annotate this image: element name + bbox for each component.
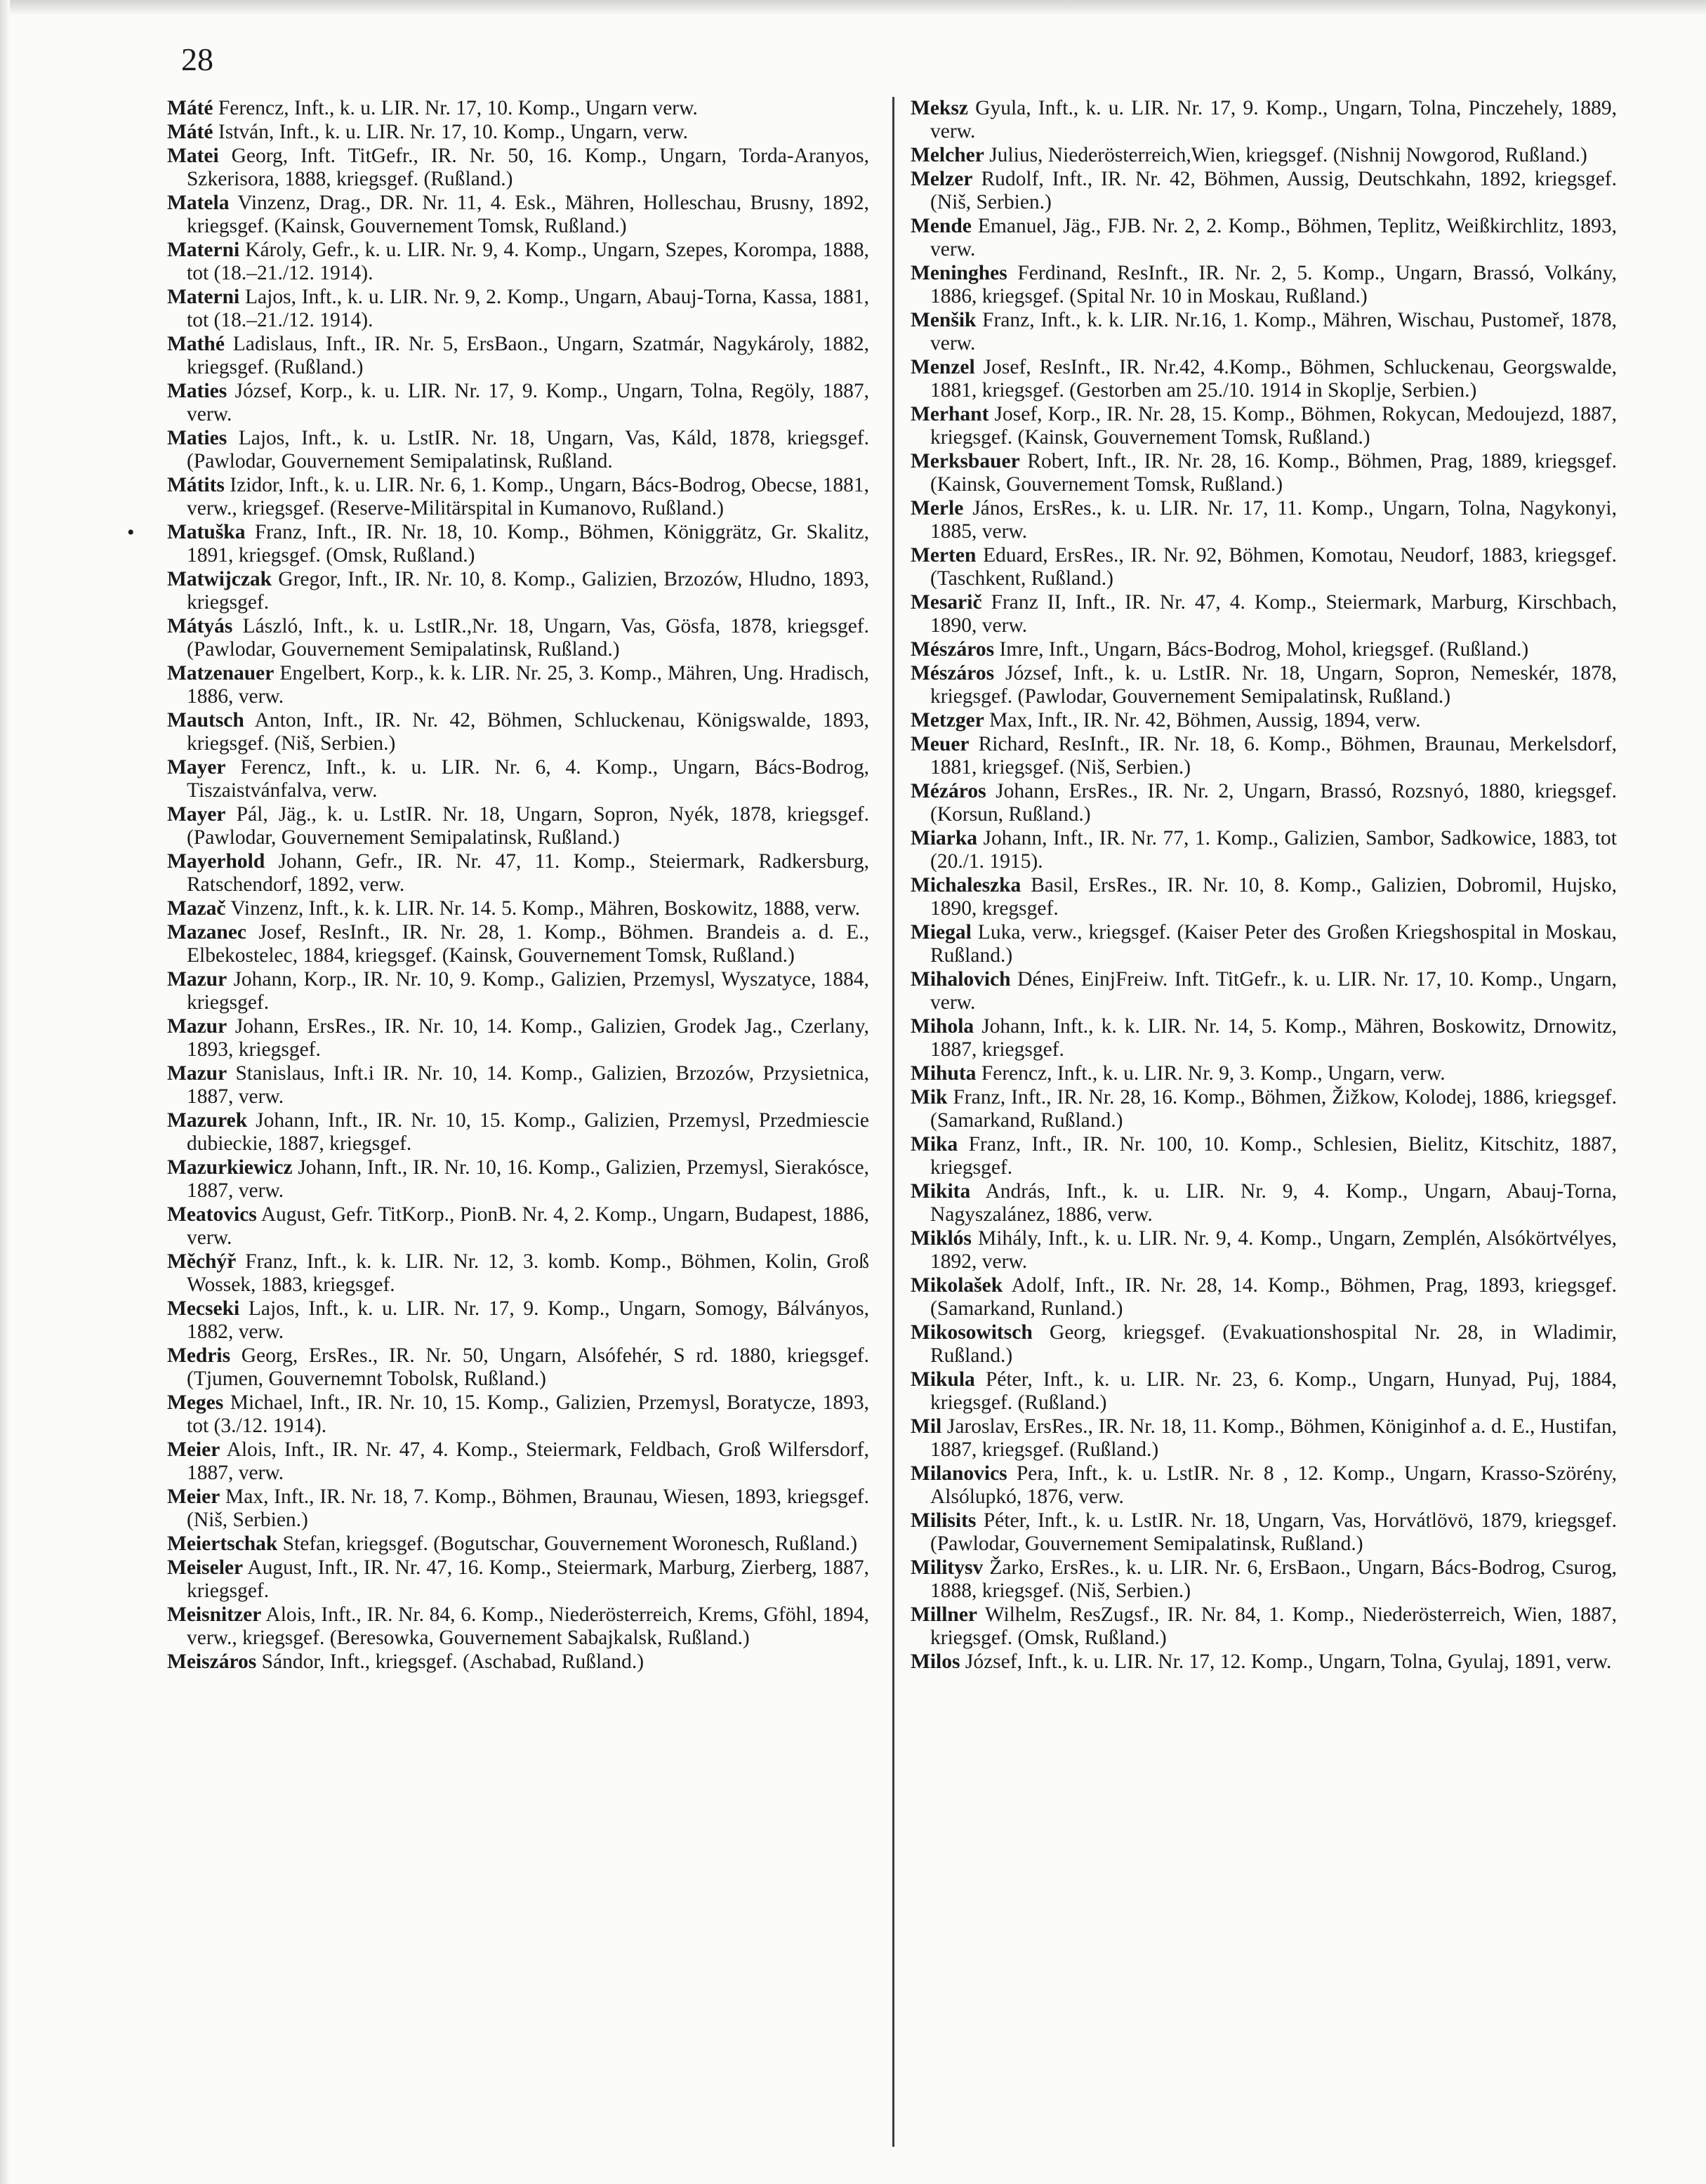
entry-details: Jaroslav, ErsRes., IR. Nr. 18, 11. Komp., Böhmen, Königinhof a. d. E., Hustifan, 1887, kriegsgef. (Rußland.): [930, 1415, 1617, 1461]
entry-surname: Meier: [167, 1485, 220, 1508]
entry-details: Péter, Inft., k. u. LIR. Nr. 23, 6. Komp., Ungarn, Hunyad, Puj, 1884, kriegsgef. (Rußland.): [930, 1368, 1617, 1414]
entry-details: Josef, ResInft., IR. Nr.42, 4.Komp., Böhmen, Schluckenau, Georgswalde, 1881, kriegsgef. (Gestorben am 25./10. 1914 in Skoplje, Serbien.): [930, 356, 1617, 402]
list-entry: [911, 780, 1617, 826]
list-entry: [911, 403, 1617, 449]
page-number: 28: [181, 41, 213, 77]
right-column: [911, 97, 1617, 1674]
list-entry: [167, 897, 869, 920]
entry-surname: Měchýř: [167, 1250, 237, 1273]
entry-surname: Menšik: [911, 309, 977, 331]
entry-surname: Mayerhold: [167, 850, 265, 873]
entry-details: Károly, Gefr., k. u. LIR. Nr. 9, 4. Komp., Ungarn, Szepes, Korompa, 1888, tot (18.–21./12. 1914).: [187, 239, 869, 284]
entry-surname: Milisits: [911, 1509, 977, 1532]
entry-surname: Mátyás: [167, 615, 233, 637]
entry-details: Johann, ErsRes., IR. Nr. 10, 14. Komp., Galizien, Grodek Jag., Czerlany, 1893, kriegsgef.: [187, 1015, 869, 1061]
list-entry: [911, 168, 1617, 214]
list-entry: [167, 121, 869, 144]
list-entry: [167, 756, 869, 802]
list-entry: [167, 427, 869, 473]
entry-details: Johann, ErsRes., IR. Nr. 2, Ungarn, Brassó, Rozsnyó, 1880, kriegsgef. (Korsun, Rußland.): [930, 780, 1617, 826]
list-entry: [167, 921, 869, 967]
entry-surname: Mende: [911, 215, 972, 237]
entry-surname: Meisnitzer: [167, 1603, 262, 1626]
entry-surname: Mészáros: [911, 638, 995, 661]
entry-surname: Meiszáros: [167, 1650, 257, 1673]
entry-details: József, Inft., k. u. LstIR. Nr. 18, Ungarn, Sopron, Nemeskér, 1878, kriegsgef. (Pawlodar, Gouvernement Semipalatinsk, Rußland.): [930, 662, 1617, 708]
entry-surname: Millner: [911, 1603, 978, 1626]
entry-details: Žarko, ErsRes., k. u. LIR. Nr. 6, ErsBaon., Ungarn, Bács-Bodrog, Csurog, 1888, kriegsgef. (Niš, Serbien.): [930, 1556, 1617, 1602]
entry-surname: Matwijczak: [167, 568, 272, 590]
entry-details: Ladislaus, Inft., IR. Nr. 5, ErsBaon., Ungarn, Szatmár, Nagykároly, 1882, kriegsgef. (Rußland.): [187, 333, 869, 378]
list-entry: [911, 1133, 1617, 1179]
entry-details: Wilhelm, ResZugsf., IR. Nr. 84, 1. Komp., Niederösterreich, Wien, 1887, kriegsgef. (Omsk, Rußland.): [930, 1603, 1617, 1649]
entry-surname: Merhant: [911, 403, 989, 425]
entry-surname: Meier: [167, 1438, 220, 1461]
entry-details: Stanislaus, Inft.i IR. Nr. 10, 14. Komp., Galizien, Brzozów, Przysietnica, 1887, verw.: [187, 1062, 869, 1108]
list-entry: [911, 1274, 1617, 1321]
list-entry: [911, 733, 1617, 779]
entry-details: József, Inft., k. u. LIR. Nr. 17, 12. Komp., Ungarn, Tolna, Gyulaj, 1891, verw.: [960, 1650, 1612, 1673]
left-column: [127, 97, 869, 1674]
entry-details: Robert, Inft., IR. Nr. 28, 16. Komp., Böhmen, Prag, 1889, kriegsgef. (Kainsk, Gouvernement Tomsk, Rußland.): [930, 450, 1617, 496]
list-entry: [167, 97, 869, 120]
entry-surname: Mészáros: [911, 662, 995, 684]
entry-details: Izidor, Inft., k. u. LIR. Nr. 6, 1. Komp., Ungarn, Bács-Bodrog, Obecse, 1881, verw., kriegsgef. (Reserve-Militärspital in Kumanovo, Rußland.): [187, 474, 869, 519]
entry-surname: Milos: [911, 1650, 960, 1673]
list-entry: [911, 1415, 1617, 1462]
list-entry: [911, 144, 1617, 167]
list-entry: [911, 827, 1617, 873]
entry-surname: Materni: [167, 286, 240, 308]
list-entry: [167, 1203, 869, 1250]
scan-edge-left: [0, 0, 10, 2184]
entry-details: Johann, Gefr., IR. Nr. 47, 11. Komp., Steiermark, Radkersburg, Ratschendorf, 1892, verw.: [187, 850, 869, 896]
entry-details: Franz II, Inft., IR. Nr. 47, 4. Komp., Steiermark, Marburg, Kirschbach, 1890, verw.: [930, 591, 1617, 637]
entry-details: Josef, Korp., IR. Nr. 28, 15. Komp., Böhmen, Rokycan, Medoujezd, 1887, kriegsgef. (Kainsk, Gouvernement Tomsk, Rußland.): [930, 403, 1617, 449]
entry-details: Stefan, kriegsgef. (Bogutschar, Gouvernement Woronesch, Rußland.): [277, 1533, 858, 1555]
list-entry: [167, 1556, 869, 1603]
entry-surname: Merten: [911, 544, 977, 567]
entry-surname: Meuer: [911, 733, 970, 755]
list-entry: [911, 874, 1617, 920]
entry-details: Alois, Inft., IR. Nr. 47, 4. Komp., Steiermark, Feldbach, Groß Wilfersdorf, 1887, verw.: [187, 1438, 869, 1484]
list-entry: [911, 591, 1617, 637]
entry-surname: Máté: [167, 97, 213, 119]
entry-details: László, Inft., k. u. LstIR.,Nr. 18, Ungarn, Vas, Gösfa, 1878, kriegsgef. (Pawlodar, Gouvernement Semipalatinsk, Rußland.): [187, 615, 869, 661]
entry-surname: Melzer: [911, 168, 973, 190]
entry-surname: Menzel: [911, 356, 975, 378]
entry-surname: Miarka: [911, 827, 978, 849]
list-entry: [911, 1086, 1617, 1132]
entry-details: Pera, Inft., k. u. LstIR. Nr. 8 , 12. Komp., Ungarn, Krasso-Szörény, Alsólupkó, 1876, verw.: [930, 1462, 1617, 1508]
column-divider: [892, 97, 894, 2147]
list-entry: [911, 544, 1617, 590]
entry-surname: Merle: [911, 497, 964, 519]
list-entry: [167, 333, 869, 379]
entry-details: Ferencz, Inft., k. u. LIR. Nr. 17, 10. Komp., Ungarn verw.: [213, 97, 698, 119]
list-entry: [911, 1062, 1617, 1085]
list-entry: [911, 1015, 1617, 1061]
entry-details: Ferencz, Inft., k. u. LIR. Nr. 6, 4. Komp., Ungarn, Bács-Bodrog, Tiszaistvánfalva, verw.: [187, 756, 869, 802]
entry-details: József, Korp., k. u. LIR. Nr. 17, 9. Komp., Ungarn, Tolna, Regöly, 1887, verw.: [187, 380, 869, 425]
entry-details: Franz, Inft., IR. Nr. 18, 10. Komp., Böhmen, Königgrätz, Gr. Skalitz, 1891, kriegsgef. (Omsk, Rußland.): [187, 521, 869, 567]
entry-surname: Meiertschak: [167, 1533, 278, 1555]
list-entry: [911, 1556, 1617, 1603]
entry-details: Franz, Inft., k. k. LIR. Nr. 12, 3. komb. Komp., Böhmen, Kolin, Groß Wossek, 1883, kriegsgef.: [187, 1250, 869, 1296]
entry-details: Johann, Korp., IR. Nr. 10, 9. Komp., Galizien, Przemysl, Wyszatyce, 1884, kriegsgef.: [187, 968, 869, 1014]
entry-surname: Miklós: [911, 1227, 972, 1250]
entry-details: Basil, ErsRes., IR. Nr. 10, 8. Komp., Galizien, Dobromil, Hujsko, 1890, kregsgef.: [930, 874, 1617, 920]
entry-details: Lajos, Inft., k. u. LIR. Nr. 17, 9. Komp., Ungarn, Somogy, Bálványos, 1882, verw.: [187, 1297, 869, 1343]
entry-surname: Mazurek: [167, 1109, 248, 1132]
list-entry: [911, 356, 1617, 402]
list-entry: [167, 380, 869, 426]
entry-details: Johann, Inft., IR. Nr. 10, 16. Komp., Galizien, Przemysl, Sierakósce, 1887, verw.: [187, 1156, 869, 1202]
list-entry: [167, 1438, 869, 1485]
entry-surname: Mik: [911, 1086, 948, 1108]
entry-details: Johann, Inft., IR. Nr. 77, 1. Komp., Galizien, Sambor, Sadkowice, 1883, tot (20./1. 1915).: [930, 827, 1617, 873]
entry-details: Dénes, EinjFreiw. Inft. TitGefr., k. u. LIR. Nr. 17, 10. Komp., Ungarn, verw.: [930, 968, 1617, 1014]
entry-details: Georg, kriegsgef. (Evakuationshospital Nr. 28, in Wladimir, Rußland.): [930, 1321, 1617, 1367]
entry-surname: Matei: [167, 145, 219, 167]
entry-details: Richard, ResInft., IR. Nr. 18, 6. Komp., Böhmen, Braunau, Merkelsdorf, 1881, kriegsgef. (Niš, Serbien.): [930, 733, 1617, 779]
entry-surname: Mazač: [167, 897, 226, 920]
entry-details: Julius, Niederösterreich,Wien, kriegsgef. (Nishnij Nowgorod, Rußland.): [984, 144, 1587, 166]
entry-surname: Mazur: [167, 1015, 227, 1038]
list-entry: [911, 1462, 1617, 1509]
entry-details: Ferdinand, ResInft., IR. Nr. 2, 5. Komp., Ungarn, Brassó, Volkány, 1886, kriegsgef. (Spital Nr. 10 in Moskau, Rußland.): [930, 262, 1617, 307]
entry-surname: Mil: [911, 1415, 942, 1438]
list-entry: [167, 192, 869, 238]
list-entry: [167, 1109, 869, 1156]
list-entry: [167, 850, 869, 896]
list-entry: [911, 921, 1617, 967]
entry-details: Ferencz, Inft., k. u. LIR. Nr. 9, 3. Komp., Ungarn, verw.: [976, 1062, 1446, 1085]
entry-details: Rudolf, Inft., IR. Nr. 42, Böhmen, Aussig, Deutschkahn, 1892, kriegsgef. (Niš, Serbien.): [930, 168, 1617, 213]
entry-surname: Mikolašek: [911, 1274, 1003, 1297]
entry-surname: Meksz: [911, 97, 968, 119]
list-entry: [167, 1603, 869, 1650]
list-entry: [167, 709, 869, 755]
entry-surname: Maties: [167, 380, 227, 402]
list-entry: [167, 145, 869, 191]
entry-details: Georg, Inft. TitGefr., IR. Nr. 50, 16. Komp., Ungarn, Torda-Aranyos, Szkerisora, 1888, kriegsgef. (Rußland.): [187, 145, 869, 190]
list-entry: [167, 1391, 869, 1438]
entry-bullet-mark: •: [127, 521, 135, 544]
list-entry: [911, 1603, 1617, 1650]
entry-surname: Meatovics: [167, 1203, 257, 1226]
list-entry: [167, 1156, 869, 1203]
entry-details: Luka, verw., kriegsgef. (Kaiser Peter des Großen Kriegshospital in Moskau, Rußland.): [930, 921, 1617, 967]
list-entry: [911, 1509, 1617, 1556]
entry-surname: Mazur: [167, 1062, 227, 1085]
entry-details: János, ErsRes., k. u. LIR. Nr. 17, 11. Komp., Ungarn, Tolna, Nagykonyi, 1885, verw.: [930, 497, 1617, 543]
entry-surname: Matzenauer: [167, 662, 275, 684]
list-entry: [167, 568, 869, 614]
entry-details: Josef, ResInft., IR. Nr. 28, 1. Komp., Böhmen. Brandeis a. d. E., Elbekostelec, 1884, kriegsgef. (Kainsk, Gouvernement Tomsk, Rußland.): [187, 921, 869, 967]
entry-surname: Materni: [167, 239, 240, 261]
list-entry: [911, 662, 1617, 708]
entry-details: Vinzenz, Drag., DR. Nr. 11, 4. Esk., Mähren, Holleschau, Brusny, 1892, kriegsgef. (Kainsk, Gouvernement Tomsk, Rußland.): [187, 192, 869, 237]
entry-surname: Mazur: [167, 968, 227, 991]
entry-details: István, Inft., k. u. LIR. Nr. 17, 10. Komp., Ungarn, verw.: [213, 121, 688, 143]
entry-surname: Mikula: [911, 1368, 975, 1391]
list-entry: [167, 1533, 869, 1556]
list-entry: [911, 97, 1617, 143]
list-entry: [167, 803, 869, 849]
list-entry: [127, 521, 869, 567]
entry-surname: Mazanec: [167, 921, 247, 944]
entry-surname: Mazurkiewicz: [167, 1156, 293, 1179]
entry-surname: Merksbauer: [911, 450, 1020, 472]
entry-surname: Meninghes: [911, 262, 1007, 284]
entry-details: Johann, Inft., IR. Nr. 10, 15. Komp., Galizien, Przemysl, Przedmiescie dubieckie, 1887, kriegsgef.: [187, 1109, 869, 1155]
entry-details: Gyula, Inft., k. u. LIR. Nr. 17, 9. Komp., Ungarn, Tolna, Pinczehely, 1889, verw.: [930, 97, 1617, 143]
list-entry: [911, 1321, 1617, 1368]
entry-details: Vinzenz, Inft., k. k. LIR. Nr. 14. 5. Komp., Mähren, Boskowitz, 1888, verw.: [225, 897, 861, 920]
entry-details: András, Inft., k. u. LIR. Nr. 9, 4. Komp., Ungarn, Abauj-Torna, Nagyszalánez, 1886, verw.: [930, 1180, 1617, 1226]
list-entry: [911, 309, 1617, 355]
list-entry: [167, 968, 869, 1014]
entry-surname: Mathé: [167, 333, 225, 355]
entry-details: Emanuel, Jäg., FJB. Nr. 2, 2. Komp., Böhmen, Teplitz, Weißkirchlitz, 1893, verw.: [930, 215, 1617, 260]
entry-details: Lajos, Inft., k. u. LIR. Nr. 9, 2. Komp., Ungarn, Abauj-Torna, Kassa, 1881, tot (18.–21./12. 1914).: [187, 286, 869, 331]
entry-details: Sándor, Inft., kriegsgef. (Aschabad, Rußland.): [256, 1650, 644, 1673]
entry-details: Johann, Inft., k. k. LIR. Nr. 14, 5. Komp., Mähren, Boskowitz, Drnowitz, 1887, kriegsgef.: [930, 1015, 1617, 1061]
list-entry: [911, 1180, 1617, 1226]
entry-details: Max, Inft., IR. Nr. 42, Böhmen, Aussig, 1894, verw.: [984, 709, 1421, 732]
list-entry: [167, 474, 869, 520]
entry-surname: Mihalovich: [911, 968, 1011, 991]
list-entry: [167, 286, 869, 332]
entry-details: Engelbert, Korp., k. k. LIR. Nr. 25, 3. Komp., Mähren, Ung. Hradisch, 1886, verw.: [187, 662, 869, 708]
list-entry: [911, 497, 1617, 543]
entry-surname: Máté: [167, 121, 213, 143]
entry-surname: Mihuta: [911, 1062, 977, 1085]
list-entry: [911, 638, 1617, 661]
entry-surname: Mecseki: [167, 1297, 240, 1320]
list-entry: [911, 1368, 1617, 1415]
list-entry: [167, 239, 869, 285]
list-entry: [167, 1344, 869, 1391]
entry-details: Adolf, Inft., IR. Nr. 28, 14. Komp., Böhmen, Prag, 1893, kriegsgef. (Samarkand, Runland.): [930, 1274, 1617, 1320]
list-entry: [167, 615, 869, 661]
entry-surname: Metzger: [911, 709, 984, 732]
list-entry: [911, 215, 1617, 261]
entry-details: Gregor, Inft., IR. Nr. 10, 8. Komp., Galizien, Brzozów, Hludno, 1893, kriegsgef.: [187, 568, 869, 614]
entry-surname: Matela: [167, 192, 230, 214]
entry-details: Eduard, ErsRes., IR. Nr. 92, Böhmen, Komotau, Neudorf, 1883, kriegsgef. (Taschkent, Rußland.): [930, 544, 1617, 590]
entry-details: Franz, Inft., IR. Nr. 100, 10. Komp., Schlesien, Bielitz, Kitschitz, 1887, kriegsgef.: [930, 1133, 1617, 1179]
entry-surname: Mesarič: [911, 591, 982, 614]
entry-details: August, Gefr. TitKorp., PionB. Nr. 4, 2. Komp., Ungarn, Budapest, 1886, verw.: [187, 1203, 869, 1249]
entry-details: August, Inft., IR. Nr. 47, 16. Komp., Steiermark, Marburg, Zierberg, 1887, kriegsgef.: [187, 1556, 869, 1602]
list-entry: [167, 1015, 869, 1061]
entry-surname: Michaleszka: [911, 874, 1021, 896]
entry-surname: Mikosowitsch: [911, 1321, 1033, 1344]
list-entry: [911, 1650, 1617, 1674]
list-entry: [167, 662, 869, 708]
entry-surname: Mikita: [911, 1180, 971, 1203]
entry-details: Georg, ErsRes., IR. Nr. 50, Ungarn, Alsófehér, S rd. 1880, kriegsgef. (Tjumen, Gouvernemnt Tobolsk, Rußland.): [187, 1344, 869, 1390]
entry-surname: Mayer: [167, 803, 226, 826]
entry-surname: Militysv: [911, 1556, 984, 1579]
entry-surname: Matuška: [167, 521, 246, 543]
list-entry: [911, 709, 1617, 732]
entry-surname: Milanovics: [911, 1462, 1007, 1485]
entry-surname: Maties: [167, 427, 227, 449]
list-entry: [911, 450, 1617, 496]
entry-details: Imre, Inft., Ungarn, Bács-Bodrog, Mohol, kriegsgef. (Rußland.): [994, 638, 1529, 661]
list-entry: [167, 1062, 869, 1108]
entry-surname: Meges: [167, 1391, 224, 1414]
list-entry: [167, 1650, 869, 1674]
entry-details: Alois, Inft., IR. Nr. 84, 6. Komp., Niederösterreich, Krems, Gföhl, 1894, verw., kriegsgef. (Beresowka, Gouvernement Sabajkalsk, Rußland.): [187, 1603, 869, 1649]
entry-surname: Mautsch: [167, 709, 244, 732]
entry-details: Franz, Inft., k. k. LIR. Nr.16, 1. Komp., Mähren, Wischau, Pustomeř, 1878, verw.: [930, 309, 1617, 355]
entry-details: Anton, Inft., IR. Nr. 42, Böhmen, Schluckenau, Königswalde, 1893, kriegsgef. (Niš, Serbien.): [187, 709, 869, 755]
entry-details: Mihály, Inft., k. u. LIR. Nr. 9, 4. Komp., Ungarn, Zemplén, Alsókörtvélyes, 1892, verw.: [930, 1227, 1617, 1273]
entry-details: Max, Inft., IR. Nr. 18, 7. Komp., Böhmen, Braunau, Wiesen, 1893, kriegsgef. (Niš, Serbien.): [187, 1485, 869, 1531]
entry-details: Michael, Inft., IR. Nr. 10, 15. Komp., Galizien, Przemysl, Boratycze, 1893, tot (3./12. 1914).: [187, 1391, 869, 1437]
entry-surname: Mézáros: [911, 780, 986, 802]
entry-details: Lajos, Inft., k. u. LstIR. Nr. 18, Ungarn, Vas, Káld, 1878, kriegsgef. (Pawlodar, Gouvernement Semipalatinsk, Rußland.: [187, 427, 869, 472]
entry-details: Péter, Inft., k. u. LstIR. Nr. 18, Ungarn, Vas, Horvátlövö, 1879, kriegsgef. (Pawlodar, Gouvernement Semipalatinsk, Rußland.): [930, 1509, 1617, 1555]
list-entry: [911, 262, 1617, 308]
list-entry: [167, 1297, 869, 1344]
list-entry: [911, 968, 1617, 1014]
entry-details: Pál, Jäg., k. u. LstIR. Nr. 18, Ungarn, Sopron, Nyék, 1878, kriegsgef. (Pawlodar, Gouvernement Semipalatinsk, Rußland.): [187, 803, 869, 849]
entry-surname: Mika: [911, 1133, 958, 1156]
list-entry: [911, 1227, 1617, 1273]
entry-surname: Melcher: [911, 144, 984, 166]
list-entry: [167, 1250, 869, 1297]
entry-surname: Miegal: [911, 921, 972, 944]
scan-edge-top: [0, 0, 1706, 15]
entry-surname: Meiseler: [167, 1556, 244, 1579]
entry-surname: Mátits: [167, 474, 225, 496]
entry-details: Franz, Inft., IR. Nr. 28, 16. Komp., Böhmen, Žižkow, Kolodej, 1886, kriegsgef. (Samarkand, Rußland.): [930, 1086, 1617, 1132]
entry-surname: Medris: [167, 1344, 231, 1367]
entry-surname: Mayer: [167, 756, 226, 779]
list-entry: [167, 1485, 869, 1532]
entry-surname: Mihola: [911, 1015, 974, 1038]
